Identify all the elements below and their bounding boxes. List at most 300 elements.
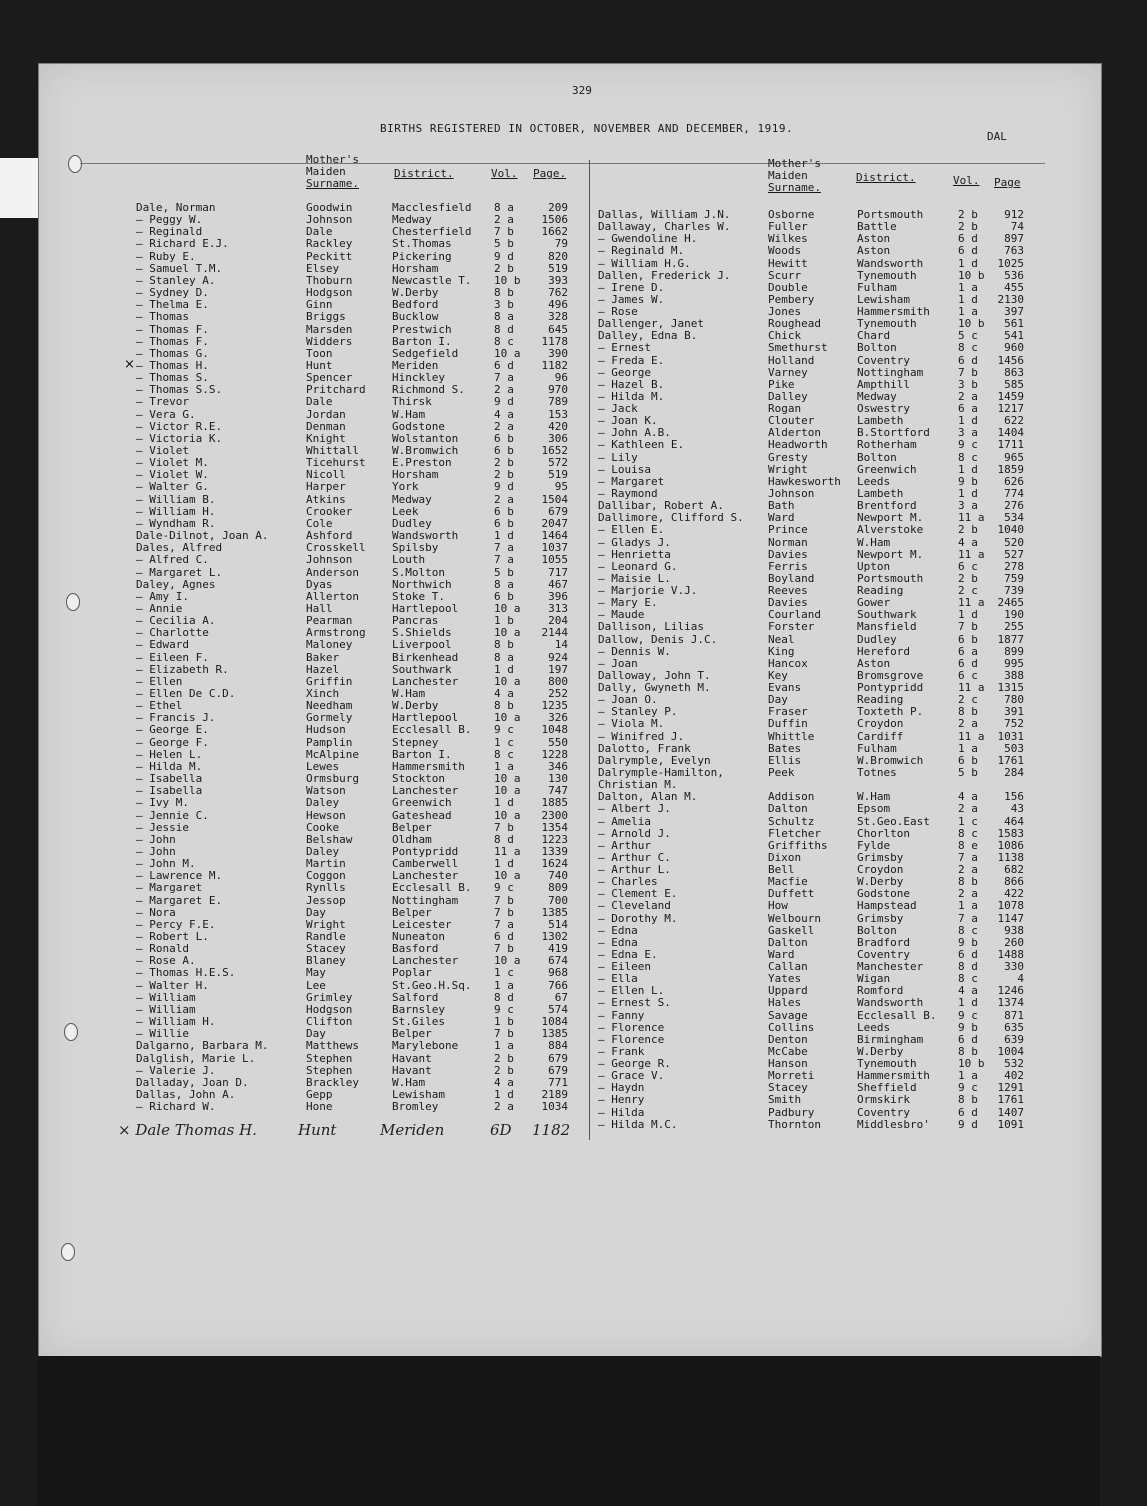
entry-mother: Hall xyxy=(306,601,333,615)
entry-district: Barton I. xyxy=(392,334,452,348)
entry-vol: 4 a xyxy=(494,687,514,700)
entry-mother: Wright xyxy=(306,917,346,931)
entry-mother: Ferris xyxy=(768,559,808,573)
entry-vol: 1 d xyxy=(958,256,978,270)
entry-vol: 6 b xyxy=(494,504,514,518)
entry-district: Cardiff xyxy=(857,729,904,743)
entry-page: 899 xyxy=(1004,644,1024,658)
entry-district: Bolton xyxy=(857,341,897,355)
entry-mother: Jessop xyxy=(306,893,346,907)
entry-name: — Kathleen E. xyxy=(598,438,685,452)
entry-mother: Osborne xyxy=(768,208,815,221)
entry-mother: Smith xyxy=(768,1093,802,1107)
entry-vol: 1 d xyxy=(958,462,978,476)
entry-vol: 7 a xyxy=(494,541,514,555)
entry-vol: 11 a xyxy=(958,511,985,525)
entry-name: — Florence xyxy=(598,1032,665,1046)
entry-vol: 5 b xyxy=(958,765,978,779)
entry-name: — Nora xyxy=(136,905,176,919)
entry-mother: Baker xyxy=(306,650,340,664)
entry-vol: 2 a xyxy=(958,717,978,731)
entry-vol: 6 d xyxy=(958,1032,978,1046)
entry-mother: Alderton xyxy=(768,426,821,440)
entry-mother: Ticehurst xyxy=(306,456,366,470)
entry-district: Fylde xyxy=(857,838,891,852)
entry-name: — Arthur xyxy=(598,838,651,852)
entry-district: Oldham xyxy=(392,832,432,846)
entry-mother: Crooker xyxy=(306,504,353,518)
entry-name: Dallaway, Charles W. xyxy=(598,220,731,234)
entry-name: — Margaret L. xyxy=(136,565,223,579)
entry-district: Bedford xyxy=(392,298,439,312)
entry-page: 789 xyxy=(548,395,568,409)
entry-name: — Helen L. xyxy=(136,747,203,761)
entry-mother: Hewson xyxy=(306,808,346,822)
entry-mother: Dalley xyxy=(768,389,808,403)
entry-page: 496 xyxy=(548,298,568,312)
entry-mother: Hone xyxy=(306,1100,333,1114)
entry-name: Dally, Gwyneth M. xyxy=(598,681,711,695)
entry-vol: 10 b xyxy=(958,268,985,282)
entry-vol: 2 b xyxy=(494,261,514,275)
entry-mother: Lewes xyxy=(306,759,340,773)
entry-page: 153 xyxy=(548,407,568,421)
entry-vol: 7 b xyxy=(494,225,514,239)
entry-page: 393 xyxy=(548,273,568,287)
entry-mother: Hales xyxy=(768,996,802,1010)
entry-name: — Sydney D. xyxy=(136,286,209,300)
entry-name: — Freda E. xyxy=(598,353,665,367)
entry-page: 1031 xyxy=(997,729,1024,743)
entry-district: St.Geo.East xyxy=(857,814,930,828)
entry-vol: 6 d xyxy=(958,244,978,258)
entry-mother: Hawkesworth xyxy=(768,474,841,488)
entry-mother: Holland xyxy=(768,353,815,367)
entry-district: Wandsworth xyxy=(857,256,924,270)
entry-district: W.Bromwich xyxy=(857,753,924,767)
entry-page: 204 xyxy=(548,614,568,628)
entry-mother: Matthews xyxy=(306,1039,359,1053)
entry-name: — James W. xyxy=(598,292,665,306)
entry-name: Dales, Alfred xyxy=(136,541,223,555)
entry-vol: 10 a xyxy=(494,674,521,688)
entry-district: Lanchester xyxy=(392,869,459,883)
entry-mother: Griffin xyxy=(306,674,353,688)
entry-mother: McCabe xyxy=(768,1044,808,1058)
column-divider xyxy=(589,160,590,1140)
entry-vol: 1 d xyxy=(958,608,978,622)
entry-district: Havant xyxy=(392,1063,432,1077)
entry-district: Ecclesall B. xyxy=(392,723,472,737)
entry-vol: 1 d xyxy=(958,292,978,306)
entry-name: — Stanley A. xyxy=(136,273,216,287)
entry-district: Poplar xyxy=(392,966,432,980)
entry-name: — Ella xyxy=(598,972,638,986)
entry-name: — Ronald xyxy=(136,942,189,956)
entry-district: Aston xyxy=(857,656,891,670)
entry-vol: 7 b xyxy=(494,893,514,907)
entry-mother: Cole xyxy=(306,516,333,530)
entry-page: 390 xyxy=(548,346,568,360)
entry-mother: Griffiths xyxy=(768,838,828,852)
entry-name: — William H. xyxy=(136,1015,216,1029)
entry-vol: 2 b xyxy=(958,523,978,537)
entry-mother: Macfie xyxy=(768,875,808,889)
entry-vol: 9 b xyxy=(958,1020,978,1034)
entry-vol: 2 b xyxy=(494,1063,514,1077)
entry-name: — Arnold J. xyxy=(598,826,671,840)
entry-page: 455 xyxy=(1004,280,1024,294)
entry-page: 197 xyxy=(548,662,568,676)
entry-vol: 1 a xyxy=(958,305,978,319)
entry-page: 739 xyxy=(1004,584,1024,598)
entry-page: 306 xyxy=(548,431,568,445)
entry-page: 1488 xyxy=(997,947,1024,961)
entry-district: W.Ham xyxy=(392,407,426,421)
entry-vol: 4 a xyxy=(494,407,514,421)
entry-vol: 3 a xyxy=(958,426,978,440)
entry-name: — Jack xyxy=(598,402,638,416)
entry-district: Belper xyxy=(392,820,432,834)
entry-mother: Blaney xyxy=(306,954,346,968)
entry-district: Tynemouth xyxy=(857,317,917,331)
entry-mother: Fraser xyxy=(768,705,808,719)
entry-page: 965 xyxy=(1004,450,1024,464)
entry-name: — Viola M. xyxy=(598,717,665,731)
entry-district: W.Ham xyxy=(857,790,891,804)
entry-name: — Rose xyxy=(598,305,638,319)
entry-name: — Valerie J. xyxy=(136,1063,216,1077)
entry-page: 1048 xyxy=(541,723,568,737)
entry-vol: 10 a xyxy=(494,869,521,883)
entry-name: — Edna xyxy=(598,935,638,949)
entry-district: Basford xyxy=(392,942,439,956)
entry-district: Greenwich xyxy=(857,462,917,476)
entry-name: — Violet M. xyxy=(136,456,209,470)
entry-district: Barton I. xyxy=(392,747,452,761)
entry-mother: Widders xyxy=(306,334,353,348)
entry-vol: 10 b xyxy=(494,273,521,287)
entry-name: Dallison, Lilias xyxy=(598,620,704,634)
entry-vol: 11 a xyxy=(958,681,985,695)
entry-name: — William B. xyxy=(136,492,216,506)
entry-district: Tynemouth xyxy=(857,268,917,282)
entry-vol: 1 d xyxy=(494,1087,514,1101)
entry-page: 276 xyxy=(1004,499,1024,513)
entry-mother: Fletcher xyxy=(768,826,821,840)
entry-page: 700 xyxy=(548,893,568,907)
entry-mother: Grimley xyxy=(306,990,353,1004)
entry-page: 679 xyxy=(548,504,568,518)
margin-mark: × xyxy=(124,357,135,372)
entry-name: — Hilda xyxy=(598,1105,645,1119)
entry-page: 514 xyxy=(548,917,568,931)
entry-vol: 8 c xyxy=(958,341,978,355)
entry-vol: 6 d xyxy=(958,656,978,670)
entry-page: 2144 xyxy=(541,626,568,640)
entry-page: 550 xyxy=(548,735,568,749)
entry-district: Birmingham xyxy=(857,1032,924,1046)
entry-page: 1385 xyxy=(541,905,568,919)
entry-name: — Hilda M. xyxy=(136,759,203,773)
entry-name: — Samuel T.M. xyxy=(136,261,223,275)
entry-page: 1302 xyxy=(541,930,568,943)
entry-district: Havant xyxy=(392,1051,432,1065)
entry-district: Pancras xyxy=(392,614,439,628)
entry-page: 968 xyxy=(548,966,568,980)
entry-mother: Chick xyxy=(768,329,802,343)
entry-name: — Thomas S. xyxy=(136,371,209,385)
entry-name: — Gwendoline H. xyxy=(598,232,698,246)
header-vol-left: Vol. xyxy=(491,167,518,180)
entry-name: — Wyndham R. xyxy=(136,516,216,530)
entry-vol: 8 b xyxy=(958,1093,978,1107)
entry-district: Stoke T. xyxy=(392,589,445,603)
entry-vol: 10 a xyxy=(494,346,521,360)
entry-mother: Wilkes xyxy=(768,232,808,246)
entry-mother: Johnson xyxy=(306,213,353,227)
entry-page: 209 xyxy=(548,201,568,214)
entry-name: Dallen, Frederick J. xyxy=(598,268,731,282)
entry-district: St.Thomas xyxy=(392,237,452,251)
entry-district: W.Derby xyxy=(392,699,439,713)
entry-vol: 8 b xyxy=(958,1044,978,1058)
entry-name: — Alfred C. xyxy=(136,553,209,567)
entry-district: Battle xyxy=(857,220,897,234)
entry-name: — George E. xyxy=(136,723,209,737)
entry-page: 74 xyxy=(1010,220,1024,234)
entry-name: — Reginald M. xyxy=(598,244,685,258)
entry-name: — Reginald xyxy=(136,225,203,239)
entry-name: — Margaret xyxy=(136,881,203,895)
entry-district: Northwich xyxy=(392,577,452,591)
entry-vol: 1 d xyxy=(958,996,978,1010)
entry-page: 1037 xyxy=(541,541,568,555)
entry-vol: 11 a xyxy=(958,596,985,610)
hand-vol: 6D xyxy=(490,1121,512,1139)
entry-vol: 3 b xyxy=(958,377,978,391)
entry-page: 771 xyxy=(548,1075,568,1089)
entry-name: — Maisie L. xyxy=(598,571,671,585)
entry-vol: 6 b xyxy=(494,444,514,457)
entry-district: Oswestry xyxy=(857,402,910,416)
entry-name: Dale-Dilnot, Joan A. xyxy=(136,529,269,543)
entry-page: 1084 xyxy=(541,1015,568,1029)
entry-mother: Roughead xyxy=(768,317,821,331)
entry-district: Horsham xyxy=(392,468,439,482)
entry-name: — Ivy M. xyxy=(136,796,189,810)
header-page-right: Page xyxy=(994,176,1021,189)
entry-district: Chard xyxy=(857,329,891,343)
entry-district: Ormskirk xyxy=(857,1093,910,1107)
entry-vol: 9 b xyxy=(958,474,978,488)
entry-name: — Trevor xyxy=(136,395,189,409)
entry-name: — Eileen xyxy=(598,960,651,974)
entry-page: 14 xyxy=(554,638,568,652)
entry-vol: 9 c xyxy=(958,1008,978,1022)
entry-district: Medway xyxy=(857,389,897,403)
punch-hole-icon xyxy=(61,1243,75,1261)
entry-district: Wandsworth xyxy=(392,529,459,543)
entry-name: Dalladay, Joan D. xyxy=(136,1075,249,1089)
register-page xyxy=(38,63,1102,1357)
entry-name: — Ellen xyxy=(136,674,183,688)
entry-page: 740 xyxy=(548,869,568,883)
entry-name: — Cleveland xyxy=(598,899,671,913)
entry-mother: Woods xyxy=(768,244,802,258)
header-vol-right: Vol. xyxy=(953,174,980,187)
entry-district: Hartlepool xyxy=(392,711,459,725)
header-page-left: Page. xyxy=(533,167,567,180)
entry-district: Hereford xyxy=(857,644,910,658)
entry-vol: 1 d xyxy=(494,857,514,871)
entry-name: — Percy F.E. xyxy=(136,917,216,931)
entry-vol: 1 a xyxy=(494,978,514,992)
entry-page: 626 xyxy=(1004,474,1024,488)
entry-mother: King xyxy=(768,644,795,658)
entry-mother: Clouter xyxy=(768,414,815,428)
entry-page: 1877 xyxy=(997,632,1024,646)
entry-vol: 6 b xyxy=(494,516,514,530)
entry-vol: 8 b xyxy=(958,705,978,719)
entry-page: 467 xyxy=(548,577,568,591)
entry-name: — Maude xyxy=(598,608,645,622)
entry-mother: Hanson xyxy=(768,1057,808,1071)
entry-vol: 1 b xyxy=(494,1015,514,1029)
entry-mother: Jones xyxy=(768,305,802,319)
entry-district: Greenwich xyxy=(392,796,452,810)
entry-name: — Thomas G. xyxy=(136,346,209,360)
entry-vol: 2 a xyxy=(958,802,978,816)
entry-page: 4 xyxy=(1017,972,1024,986)
entry-mother: Needham xyxy=(306,699,353,713)
entry-page: 924 xyxy=(548,650,568,664)
entry-page: 79 xyxy=(554,237,568,251)
entry-district: Belper xyxy=(392,905,432,919)
entry-mother: Peek xyxy=(768,765,795,779)
entry-name: — William H. xyxy=(136,504,216,518)
entry-vol: 6 c xyxy=(958,668,978,682)
entry-vol: 6 b xyxy=(958,753,978,767)
entry-name: — Ruby E. xyxy=(136,249,196,263)
entry-mother: Whittle xyxy=(768,729,815,743)
entry-name: — Walter H. xyxy=(136,978,209,992)
entry-name: — Fanny xyxy=(598,1008,645,1022)
entry-vol: 4 a xyxy=(958,790,978,804)
entry-name: — William xyxy=(136,1002,196,1016)
entry-vol: 10 a xyxy=(494,772,521,786)
entry-name: — Charlotte xyxy=(136,626,209,640)
entry-district: Lewisham xyxy=(857,292,910,306)
entry-district: Portsmouth xyxy=(857,571,924,585)
entry-mother: Spencer xyxy=(306,371,353,385)
header-line: Surname. xyxy=(306,177,359,190)
entry-vol: 6 a xyxy=(958,402,978,416)
entry-vol: 9 d xyxy=(494,249,514,263)
entry-district: Hammersmith xyxy=(857,1069,930,1083)
entry-district: W.Ham xyxy=(392,687,426,700)
header-line: Maiden xyxy=(768,169,808,182)
entry-vol: 2 b xyxy=(958,208,978,221)
entry-page: 1235 xyxy=(541,699,568,713)
entry-page: 639 xyxy=(1004,1032,1024,1046)
entry-vol: 1 a xyxy=(958,280,978,294)
entry-vol: 8 d xyxy=(494,990,514,1004)
entry-name: — Irene D. xyxy=(598,280,665,294)
entry-mother: Rackley xyxy=(306,237,353,251)
entry-page: 1228 xyxy=(541,747,568,761)
entry-vol: 9 d xyxy=(494,480,514,494)
entry-name: — Joan K. xyxy=(598,414,658,428)
entry-mother: Brackley xyxy=(306,1075,359,1089)
entry-district: Croydon xyxy=(857,717,904,731)
entry-page: 532 xyxy=(1004,1057,1024,1071)
entry-name: — George F. xyxy=(136,735,209,749)
entry-vol: 2 b xyxy=(958,220,978,234)
entry-name: — Thomas F. xyxy=(136,322,209,336)
entry-mother: Clifton xyxy=(306,1015,353,1029)
entry-district: Newcastle T. xyxy=(392,273,472,287)
entry-district: S.Shields xyxy=(392,626,452,640)
entry-vol: 10 a xyxy=(494,808,521,822)
entry-vol: 1 d xyxy=(958,486,978,500)
entry-district: Hartlepool xyxy=(392,601,459,615)
entry-district: Hampstead xyxy=(857,899,917,913)
entry-mother: Hunt xyxy=(306,358,333,372)
entry-mother: Padbury xyxy=(768,1105,815,1119)
entry-vol: 6 d xyxy=(494,930,514,943)
entry-page: 346 xyxy=(548,759,568,773)
entry-district: Leicester xyxy=(392,917,452,931)
entry-name: — Edward xyxy=(136,638,189,652)
entry-mother: Rogan xyxy=(768,402,802,416)
entry-district: Pontypridd xyxy=(857,681,924,695)
entry-page: 1246 xyxy=(997,984,1024,998)
entry-vol: 7 b xyxy=(958,365,978,379)
header-line: Maiden xyxy=(306,165,346,178)
entry-page: 422 xyxy=(1004,887,1024,901)
entry-vol: 2 a xyxy=(494,213,514,227)
entry-district: Lewisham xyxy=(392,1087,445,1101)
entry-mother: Denman xyxy=(306,419,346,433)
entry-name: — Hilda M.C. xyxy=(598,1117,678,1131)
entry-vol: 10 a xyxy=(494,711,521,725)
entry-district: Rotherham xyxy=(857,438,917,452)
entry-page: 679 xyxy=(548,1051,568,1065)
entry-district: Belper xyxy=(392,1027,432,1041)
entry-mother: Maloney xyxy=(306,638,353,652)
entry-name: — Ethel xyxy=(136,699,183,713)
entry-page: 970 xyxy=(548,383,568,397)
entry-mother: McAlpine xyxy=(306,747,359,761)
entry-vol: 4 a xyxy=(494,1075,514,1089)
entry-name: — Hazel B. xyxy=(598,377,665,391)
entry-mother: Jordan xyxy=(306,407,346,421)
entry-page: 635 xyxy=(1004,1020,1024,1034)
entry-name: — Amy I. xyxy=(136,589,189,603)
entry-mother: Elsey xyxy=(306,261,340,275)
entry-page: 284 xyxy=(1004,765,1024,779)
entry-mother: Double xyxy=(768,280,808,294)
entry-vol: 2 a xyxy=(494,419,514,433)
entry-name: — Walter G. xyxy=(136,480,209,494)
header-mother-left xyxy=(306,154,359,190)
entry-vol: 9 c xyxy=(958,438,978,452)
entry-page: 780 xyxy=(1004,693,1024,707)
entry-page: 190 xyxy=(1004,608,1024,622)
hand-page: 1182 xyxy=(532,1121,571,1139)
entry-mother: Cooke xyxy=(306,820,340,834)
